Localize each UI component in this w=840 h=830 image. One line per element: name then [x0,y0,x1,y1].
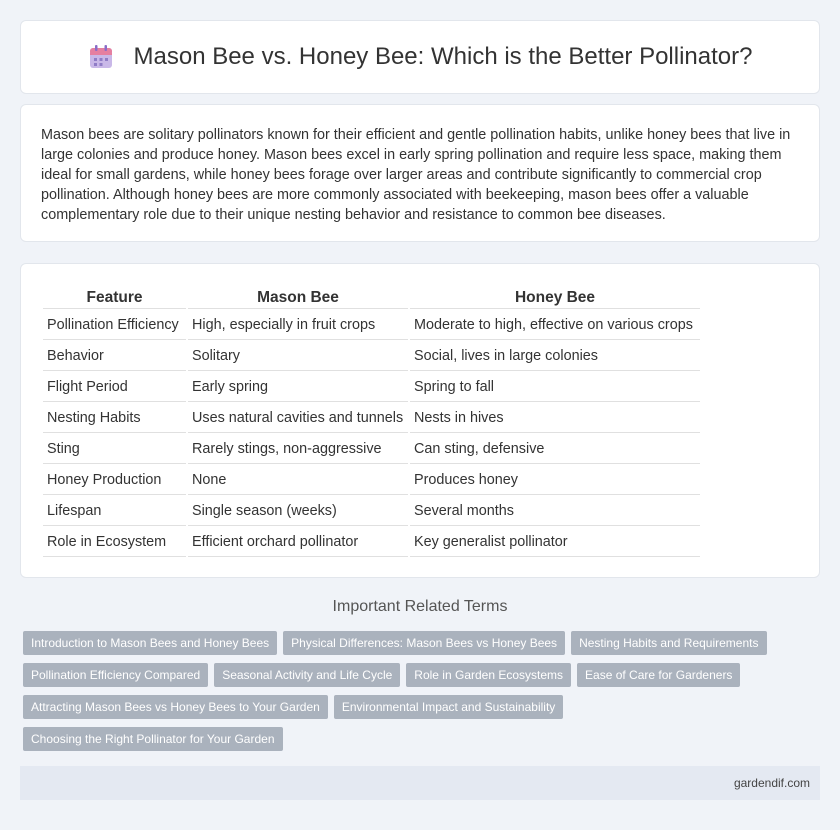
comparison-card [20,263,820,578]
related-terms-list [23,631,813,751]
row-mason-value: Early spring [188,373,408,402]
related-term-link[interactable]: Pollination Efficiency Compared [23,663,208,687]
header-card [20,20,820,94]
related-term-link[interactable]: Attracting Mason Bees vs Honey Bees to Your Garden [23,695,328,719]
row-feature: Role in Ecosystem [43,528,186,557]
table-row [43,311,700,340]
table-row [43,342,700,371]
row-honey-value: Nests in hives [410,404,700,433]
footer [20,766,820,800]
row-honey-value: Can sting, defensive [410,435,700,464]
related-term-link[interactable]: Ease of Care for Gardeners [577,663,740,687]
related-term-link[interactable]: Seasonal Activity and Life Cycle [214,663,400,687]
row-mason-value: Solitary [188,342,408,371]
row-feature: Behavior [43,342,186,371]
related-term-link[interactable]: Choosing the Right Pollinator for Your Garden [23,727,283,751]
table-row [43,528,700,557]
row-honey-value: Several months [410,497,700,526]
header-feature: Feature [43,286,186,309]
row-feature: Lifespan [43,497,186,526]
row-honey-value: Key generalist pollinator [410,528,700,557]
header [88,43,753,71]
row-mason-value: Uses natural cavities and tunnels [188,404,408,433]
intro-paragraph: Mason bees are solitary pollinators known for their efficient and gentle pollination habits, unlike honey bees that live in large colonies and produce honey. Mason bees excel in early spring pollination and require less space, making them ideal for small gardens, while honey bees forage over larger areas and contribute significantly to commercial crop pollination. Although honey bees are more commonly associated with beekeeping, mason bees offer a valuable complementary role due to their unique nesting behavior and resistance to common bee diseases. [41,127,791,223]
related-terms-title: Important Related Terms [332,598,508,615]
table-row [43,466,700,495]
header-mason-bee: Mason Bee [188,286,408,309]
row-honey-value: Moderate to high, effective on various crops [410,311,700,340]
related-term-link[interactable]: Role in Garden Ecosystems [406,663,571,687]
intro-card [20,104,820,242]
related-term-link[interactable]: Environmental Impact and Sustainability [334,695,563,719]
header-honey-bee: Honey Bee [410,286,700,309]
row-feature: Pollination Efficiency [43,311,186,340]
row-mason-value: High, especially in fruit crops [188,311,408,340]
row-feature: Flight Period [43,373,186,402]
related-term-link[interactable]: Physical Differences: Mason Bees vs Honey Bees [283,631,565,655]
footer-site-name[interactable]: gardendif.com [733,776,810,790]
calendar-icon [88,44,114,70]
table-header-row [43,286,700,309]
related-term-link[interactable]: Nesting Habits and Requirements [571,631,766,655]
row-mason-value: Single season (weeks) [188,497,408,526]
row-honey-value: Produces honey [410,466,700,495]
row-mason-value: Efficient orchard pollinator [188,528,408,557]
table-row [43,373,700,402]
row-mason-value: Rarely stings, non-aggressive [188,435,408,464]
row-feature: Sting [43,435,186,464]
table-row [43,497,700,526]
row-mason-value: None [188,466,408,495]
page-title: Mason Bee vs. Honey Bee: Which is the Better Pollinator? [133,43,753,70]
row-feature: Honey Production [43,466,186,495]
comparison-table [41,284,702,559]
table-row [43,435,700,464]
row-feature: Nesting Habits [43,404,186,433]
row-honey-value: Social, lives in large colonies [410,342,700,371]
row-honey-value: Spring to fall [410,373,700,402]
related-term-link[interactable]: Introduction to Mason Bees and Honey Bees [23,631,277,655]
table-row [43,404,700,433]
